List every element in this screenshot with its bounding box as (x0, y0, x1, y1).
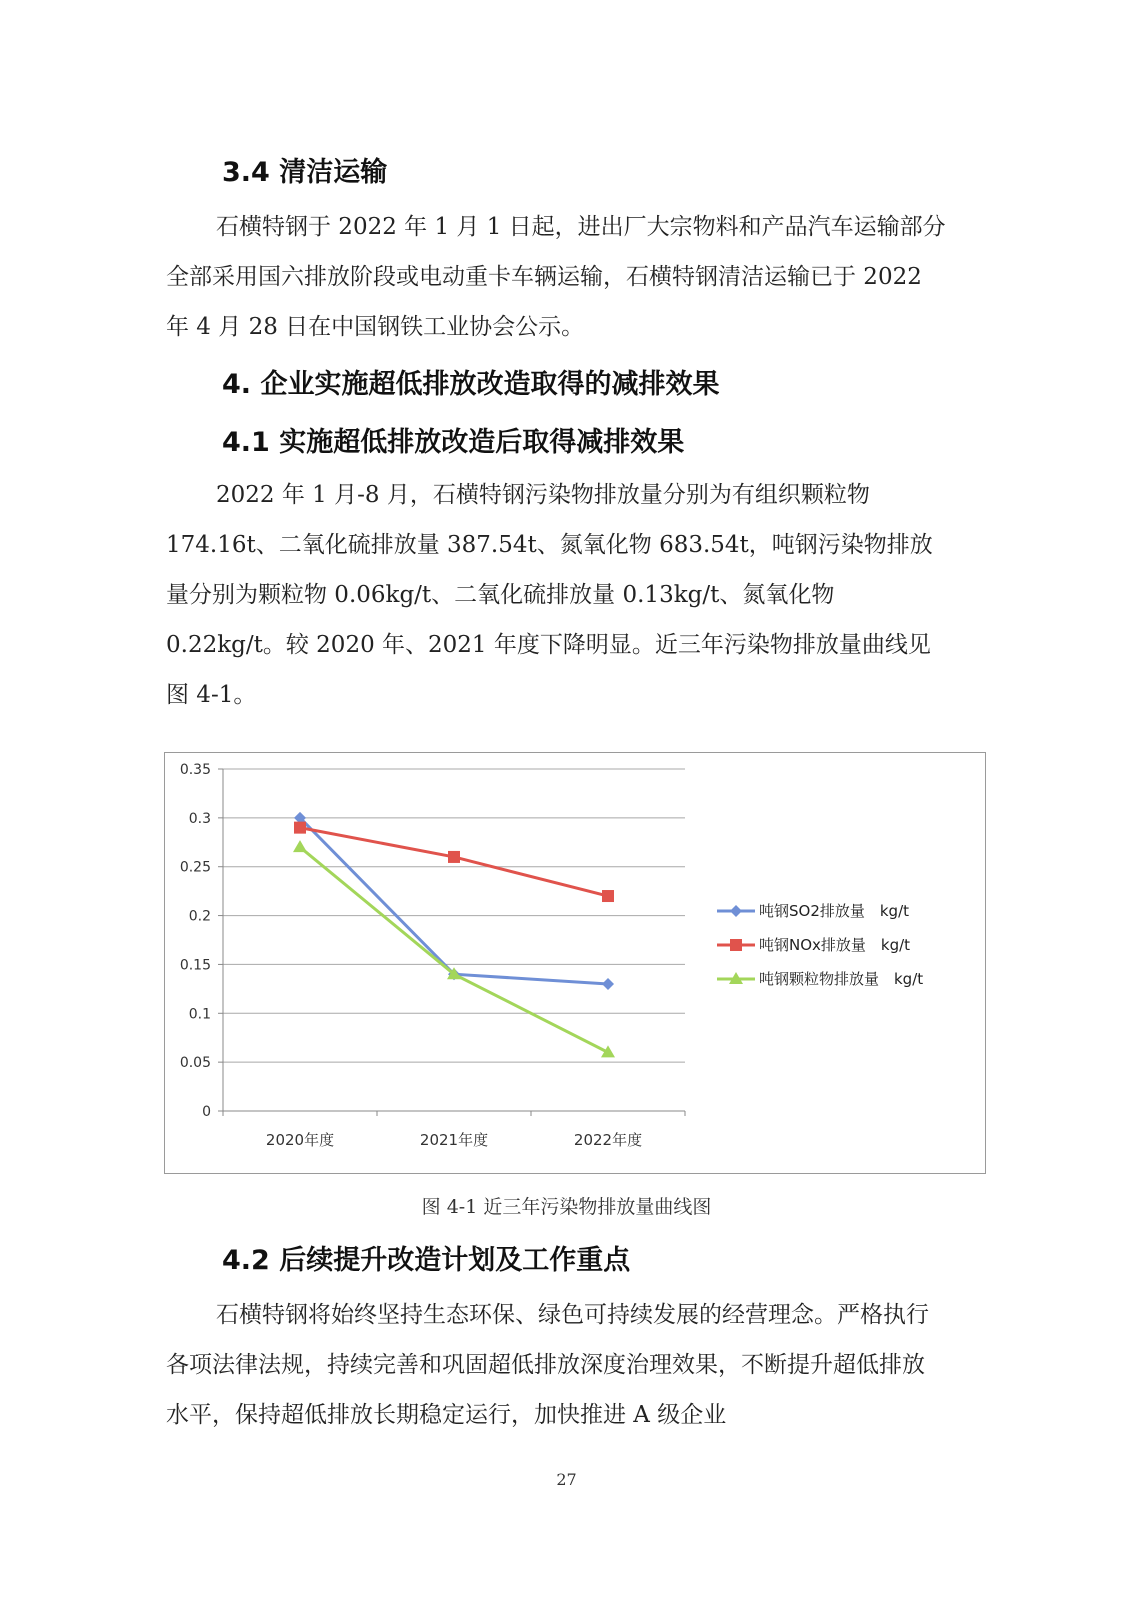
legend-swatch-marker (730, 905, 742, 917)
paragraph-text: 2022 年 1 月-8 月，石横特钢污染物排放量分别为有组织颗粒物 174.16t、二氧化硫排放量 387.54t、氮氧化物 683.54t，吨钢污染物排放量分别为颗粒物 0.06kg/t、二氧化硫排放量 0.13kg/t、氮氧化物 0.22kg/t。较 2020 年、2021 年度下降明显。近三年污染物排放量曲线见图 4-1。 (166, 482, 933, 708)
section-paragraph-3-4 (166, 202, 946, 352)
y-tick-label: 0.25 (179, 859, 211, 876)
data-point-series-2 (294, 822, 306, 834)
legend-label: 吨钢SO2排放量 kg/t (759, 902, 910, 920)
paragraph-text: 石横特钢将始终坚持生态环保、绿色可持续发展的经营理念。严格执行各项法律法规，持续完善和巩固超低排放深度治理效果，不断提升超低排放水平，保持超低排放长期稳定运行，加快推进 A 级企业 (166, 1302, 929, 1428)
emission-line-chart (164, 752, 986, 1174)
page-number: 27 (556, 1470, 577, 1489)
y-tick-label: 0.15 (179, 957, 211, 974)
data-point-series-2 (448, 851, 460, 863)
x-tick-label: 2021年度 (419, 1131, 489, 1149)
legend-label: 吨钢颗粒物排放量 kg/t (759, 970, 924, 988)
y-tick-label: 0 (202, 1104, 211, 1120)
data-point-series-2 (602, 890, 614, 902)
y-tick-label: 0.1 (188, 1006, 211, 1023)
y-tick-label: 0.2 (188, 908, 211, 925)
series-line-3 (300, 847, 608, 1052)
series-line-1 (300, 818, 608, 984)
section-heading-4-2: 4.2 后续提升改造计划及工作重点 (222, 1245, 631, 1276)
section-heading-4-1: 4.1 实施超低排放改造后取得减排效果 (222, 427, 685, 458)
section-paragraph-4-1 (166, 470, 946, 720)
y-tick-label: 0.3 (188, 810, 211, 827)
section-heading-3-4: 3.4 清洁运输 (222, 157, 388, 188)
data-point-series-3 (293, 840, 307, 852)
legend-label: 吨钢NOx排放量 kg/t (759, 936, 911, 954)
y-tick-label: 0.05 (179, 1055, 211, 1072)
section-paragraph-4-2 (166, 1290, 946, 1440)
chart-canvas (165, 753, 985, 1173)
figure-caption: 图 4-1 近三年污染物排放量曲线图 (421, 1196, 712, 1218)
data-point-series-1 (602, 978, 614, 990)
paragraph-text: 石横特钢于 2022 年 1 月 1 日起，进出厂大宗物料和产品汽车运输部分全部采用国六排放阶段或电动重卡车辆运输，石横特钢清洁运输已于 2022 年 4 月 28 日在中国钢铁工业协会公示。 (166, 214, 946, 340)
legend-swatch-marker (730, 939, 742, 951)
y-tick-label: 0.35 (179, 762, 211, 778)
x-tick-label: 2020年度 (265, 1131, 335, 1149)
section-heading-4: 4. 企业实施超低排放改造取得的减排效果 (222, 369, 720, 400)
x-tick-label: 2022年度 (573, 1131, 643, 1149)
